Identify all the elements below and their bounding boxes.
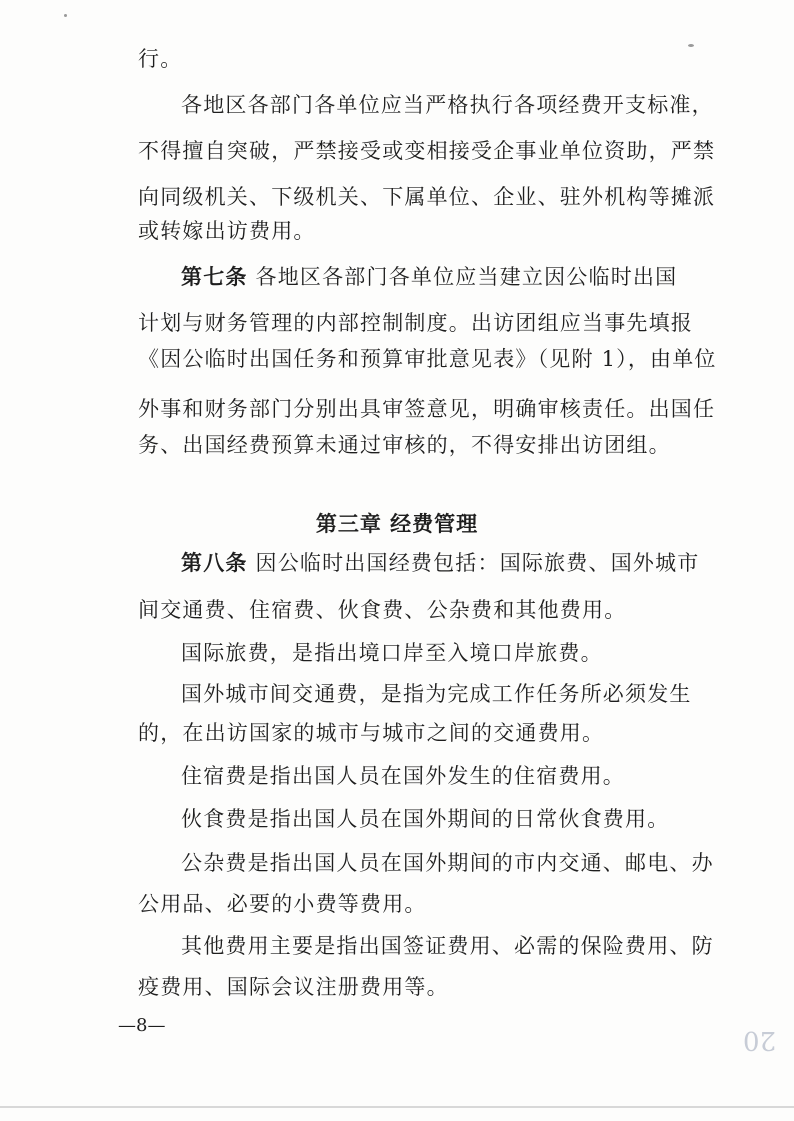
chapter-heading: 第三章 经费管理 [315,511,479,536]
text-line: 公杂费是指出国人员在国外期间的市内交通、邮电、办 [181,851,714,875]
article-heading: 第八条 [181,550,248,575]
text-line: 国外城市间交通费，是指为完成工作任务所必须发生 [181,682,692,706]
text-line: 务、出国经费预算未通过审核的，不得安排出访团组。 [138,433,671,457]
text-line: 《因公临时出国任务和预算审批意见表》（见附 1），由单位 [138,347,717,371]
article-8-paragraph [181,550,700,576]
text-line: 间交通费、住宿费、伙食费、公杂费和其他费用。 [138,598,627,622]
bleed-through-number: 20 [742,1025,776,1055]
article-heading: 第七条 [181,264,248,289]
text-line: 公用品、必要的小费等费用。 [138,892,427,916]
scan-speck [64,14,67,17]
text-line: 计划与财务管理的内部控制制度。出访团组应当事先填报 [138,311,693,335]
text-line: 行。 [138,47,183,71]
text-span: 因公临时出国经费包括：国际旅费、国外城市 [255,551,700,575]
text-line: 伙食费是指出国人员在国外期间的日常伙食费用。 [181,807,670,831]
text-line: 其他费用主要是指出国签证费用、必需的保险费用、防 [181,934,714,958]
text-line: 疫费用、国际会议注册费用等。 [138,975,449,999]
text-line: 向同级机关、下级机关、下属单位、企业、驻外机构等摊派 [138,185,716,209]
page-number: —8— [118,1015,166,1036]
text-span: 各地区各部门各单位应当建立因公临时出国 [255,265,678,289]
page-bottom-edge [0,1106,794,1108]
scan-speck [688,44,694,47]
text-line: 的，在出访国家的城市与城市之间的交通费用。 [138,721,605,745]
article-7-paragraph [181,264,677,290]
text-line: 不得擅自突破，严禁接受或变相接受企事业单位资助，严禁 [138,139,716,163]
text-line: 住宿费是指出国人员在国外发生的住宿费用。 [181,764,625,788]
text-line: 外事和财务部门分别出具审签意见，明确审核责任。出国任 [138,397,716,421]
text-line: 各地区各部门各单位应当严格执行各项经费开支标准， [181,93,714,117]
text-line: 国际旅费，是指出境口岸至入境口岸旅费。 [181,641,603,665]
text-line: 或转嫁出访费用。 [138,219,316,243]
